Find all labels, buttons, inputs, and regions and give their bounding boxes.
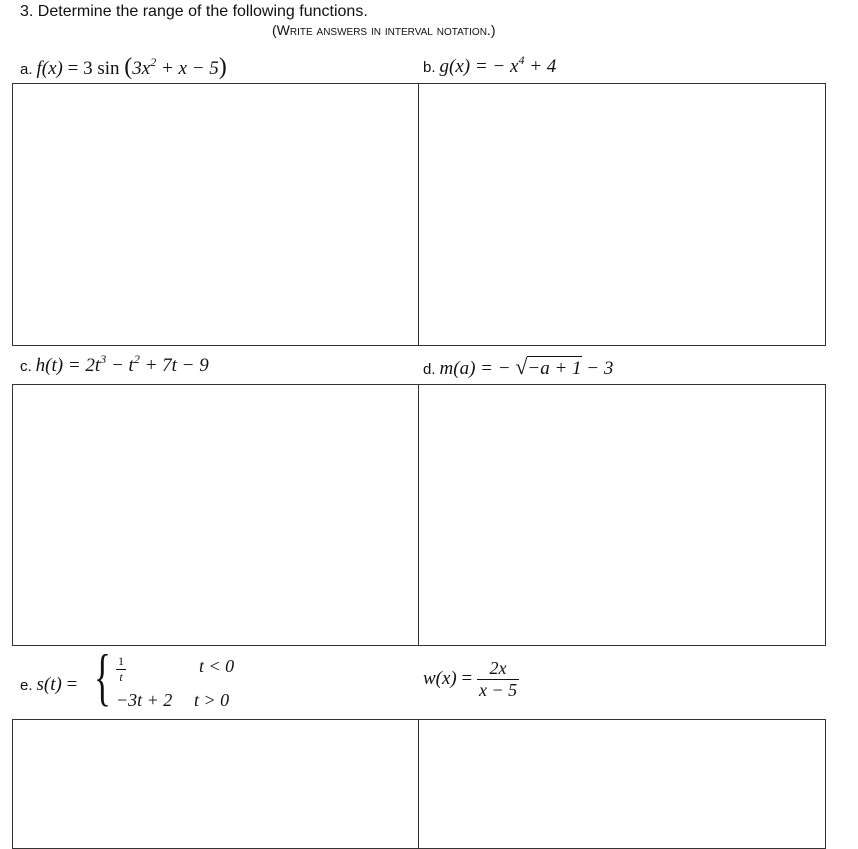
piecewise-row-1-condition: t < 0 xyxy=(199,656,235,676)
open-paren: ( xyxy=(124,54,133,80)
exponent: 3 xyxy=(100,352,107,366)
radical-sign: √ xyxy=(515,354,528,379)
formula-text: = − xyxy=(475,358,516,379)
function-name: s(t) xyxy=(36,674,62,695)
formula-text: = 2t xyxy=(63,355,101,376)
answer-box-f[interactable] xyxy=(418,719,826,849)
part-c-label: c. xyxy=(20,358,32,375)
part-b-label: b. xyxy=(423,59,436,76)
question-title: 3. Determine the range of the following functions. xyxy=(20,3,368,20)
part-b-prompt xyxy=(423,53,557,78)
part-d-formula xyxy=(439,354,614,379)
part-a-prompt xyxy=(20,54,227,81)
function-name: f(x) xyxy=(36,58,63,79)
answer-box-e[interactable] xyxy=(12,719,420,849)
fraction-numerator: 2x xyxy=(477,658,519,680)
piecewise-row-2-condition: t > 0 xyxy=(194,690,230,710)
function-name: w(x) xyxy=(423,667,457,689)
answer-box-b[interactable] xyxy=(418,83,826,346)
part-b-formula xyxy=(439,53,557,77)
instructions-note: (Write answers in interval notation.) xyxy=(272,22,496,38)
exponent: 2 xyxy=(150,55,157,69)
formula-text: = 3 sin xyxy=(62,58,125,79)
piecewise-row-2-expr: −3t + 2 xyxy=(116,690,173,710)
fraction-denominator: x − 5 xyxy=(478,680,518,700)
part-c-prompt xyxy=(20,352,209,377)
answer-box-c[interactable] xyxy=(12,384,420,646)
part-a-label: a. xyxy=(20,61,33,78)
part-e-label-row xyxy=(20,674,77,696)
function-name: h(t) xyxy=(35,355,64,376)
part-f-formula xyxy=(423,658,519,700)
part-e-label: e. xyxy=(20,677,33,694)
part-a-formula xyxy=(36,54,227,80)
formula-text: + 4 xyxy=(524,56,557,77)
exponent: 4 xyxy=(518,53,525,67)
formula-text: − t xyxy=(106,355,134,376)
formula-text: + 7t − 9 xyxy=(139,355,209,376)
close-paren: ) xyxy=(218,54,227,80)
fraction-denominator: t xyxy=(119,670,123,684)
formula-text: 3x xyxy=(132,58,151,79)
answer-box-d[interactable] xyxy=(418,384,826,646)
piecewise-brace: { xyxy=(94,641,111,712)
formula-text: − 3 xyxy=(581,358,614,379)
function-name: m(a) xyxy=(439,358,476,379)
part-e-name xyxy=(37,674,78,695)
equals-sign: = xyxy=(61,674,78,695)
fraction-numerator: 1 xyxy=(118,654,124,668)
formula-text: = − x xyxy=(470,56,519,77)
part-f-prompt xyxy=(423,658,519,701)
part-c-formula xyxy=(35,352,209,376)
piecewise-row-1-expr xyxy=(116,654,126,685)
exponent: 2 xyxy=(133,352,140,366)
function-name: g(x) xyxy=(439,56,471,77)
part-d-prompt xyxy=(423,354,613,380)
equals-sign: = xyxy=(456,667,477,689)
answer-box-a[interactable] xyxy=(12,83,420,346)
part-d-label: d. xyxy=(423,361,436,378)
radicand: −a + 1 xyxy=(527,358,582,379)
formula-text: + x − 5 xyxy=(156,58,219,79)
